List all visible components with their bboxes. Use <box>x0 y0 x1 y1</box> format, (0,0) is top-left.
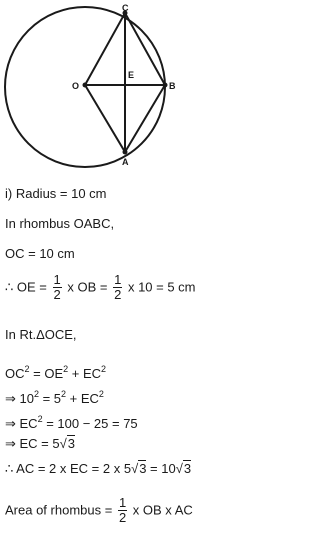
oe-text-b: x OB = <box>67 279 108 295</box>
rhombus-line: In rhombus OABC, <box>5 216 115 231</box>
pythagoras-line: $OC^2 = OE^2 + EC^2$ <box>5 364 107 381</box>
half-fraction: $\frac{1}{2}$ <box>118 495 127 526</box>
point-o <box>83 83 88 88</box>
ec-squared-line: ⇒ $EC^2 = 100 - 25 = 75$ <box>5 414 138 431</box>
point-a <box>123 150 128 155</box>
label-o: O <box>72 81 80 91</box>
oe-text-a: ∴ OE = <box>5 279 47 295</box>
half-fraction: $\frac{1}{2}$ <box>53 272 61 303</box>
area-line: Area of rhombus = $\frac{1}{2}$ x OB x AC <box>5 495 193 526</box>
radius-line: i) Radius = 10 cm <box>5 186 107 201</box>
label-b: B <box>169 81 176 91</box>
point-b <box>163 83 168 88</box>
oe-text-c: x 10 = 5 cm <box>127 279 196 295</box>
substitution-line: ⇒ $10^2 = 5^2 + EC^2$ <box>5 389 104 406</box>
half-fraction: $\frac{1}{2}$ <box>114 272 122 303</box>
label-a: A <box>122 157 129 167</box>
label-e: E <box>128 70 135 80</box>
circle-rhombus-figure <box>0 0 290 175</box>
label-c: C <box>122 3 129 13</box>
oc-line: OC = 10 cm <box>5 246 75 261</box>
ec-line: ⇒ EC = 5√3 <box>5 436 75 451</box>
right-triangle-line: In Rt.ΔOCE, <box>5 327 77 342</box>
oe-equation <box>5 272 196 303</box>
ac-line: ∴ AC = 2 x EC = 2 x 5√3 = 10√3 <box>5 461 192 476</box>
